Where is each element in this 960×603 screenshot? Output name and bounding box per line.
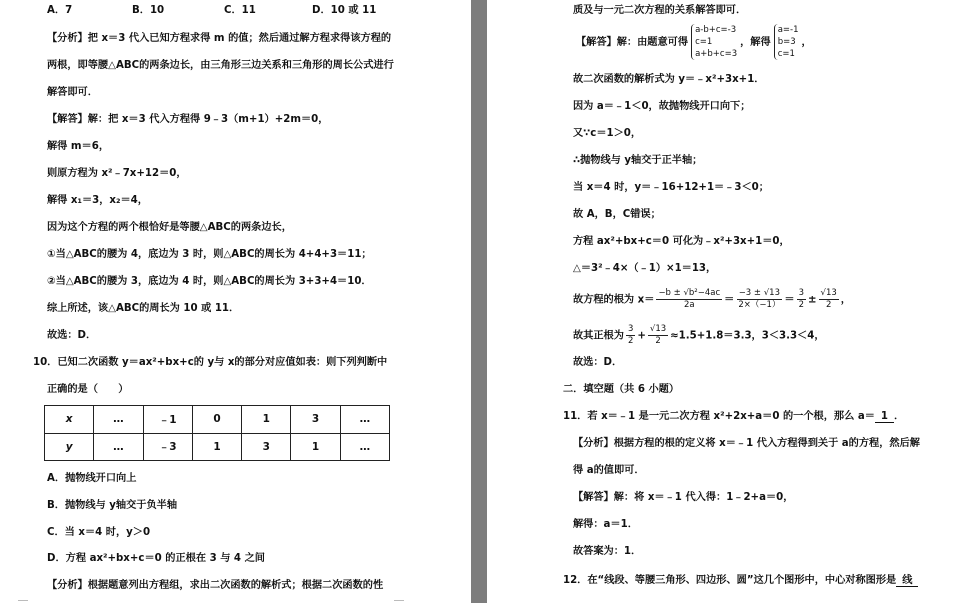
- question-10-option-a: A．抛物线开口向上: [47, 473, 137, 484]
- question-text: 11．若 x＝﹣1 是一元二次方程 x²+2x+a＝0 的一个根，那么 a＝: [563, 411, 875, 422]
- question-text: 12．在“线段、等腰三角形、四边形、圆”这几个图形中，中心对称图形是: [563, 575, 897, 586]
- section-heading: 二．填空题（共 6 小题）: [563, 384, 680, 395]
- fraction: [736, 288, 782, 311]
- value-table: [44, 405, 390, 461]
- solution-line: 解得 m＝6，: [47, 141, 110, 152]
- solution-line: 解得 x₁＝3，x₂＝4，: [47, 195, 148, 206]
- page-gap: [471, 0, 487, 603]
- solution-line: 故 A，B，C错误；: [573, 209, 661, 220]
- positive-root-line: 故其正根为 $\frac{3}{2}$ + $\frac{√13}{2}$ ≈1.5+1.8＝3.3，3＜3.3＜4，: [573, 324, 825, 346]
- table-cell: y: [45, 433, 94, 461]
- numerator: 3: [627, 324, 634, 334]
- solution-line: [576, 24, 812, 60]
- denominator: 2×（−1）: [738, 300, 781, 310]
- option-c: C．11: [224, 5, 256, 16]
- analysis-line: 【分析】根据题意列出方程组，求出二次函数的解析式；根据二次函数的性: [47, 580, 384, 591]
- numerator: √13: [820, 288, 837, 298]
- table-cell: …: [94, 433, 143, 461]
- question-text: ．: [894, 411, 905, 422]
- table-row: [45, 433, 390, 461]
- table-cell: 1: [291, 433, 340, 461]
- denominator: 2: [825, 300, 832, 310]
- fraction: [656, 288, 722, 311]
- table-cell: 3: [242, 433, 291, 461]
- solution-text: 故方程的根为 x＝: [573, 294, 655, 306]
- equation: a=-1: [777, 25, 799, 35]
- solution-text: ≈1.5+1.8＝3.3，3＜3.3＜4，: [670, 330, 825, 342]
- solution-line: 【解答】解：将 x＝﹣1 代入得：1﹣2+a＝0，: [573, 492, 794, 503]
- solution-text: ，解得: [740, 37, 771, 48]
- fraction: [819, 288, 839, 311]
- question-10-option-d: D．方程 ax²+bx+c＝0 的正根在 3 与 4 之间: [47, 553, 265, 564]
- solution-line: 因为 a＝﹣1＜0，故抛物线开口向下；: [573, 101, 751, 112]
- denominator: 2: [655, 336, 661, 346]
- solution-line: ∴抛物线与 y轴交于正半轴；: [573, 155, 703, 166]
- equation-system: [774, 24, 799, 60]
- numerator: −3 ± √13: [738, 288, 780, 298]
- denominator: 2: [798, 300, 804, 310]
- document-page-right: [487, 0, 960, 603]
- answer-blank: 线: [896, 575, 918, 587]
- option-b: B．10: [132, 5, 165, 16]
- equation: a+b+c=3: [695, 49, 738, 59]
- numerator: −b ± √b²−4ac: [658, 288, 721, 298]
- table-cell: ﹣3: [143, 433, 192, 461]
- option-d: D．10 或 11: [312, 5, 377, 16]
- solution-text: 故其正根为: [573, 330, 624, 342]
- table-cell: …: [340, 433, 389, 461]
- table-cell: …: [94, 406, 143, 434]
- solution-text: 【解答】解：由题意可得: [576, 37, 689, 48]
- solution-line: 方程 ax²+bx+c＝0 可化为﹣x²+3x+1＝0，: [573, 236, 790, 247]
- solution-line: 当 x＝4 时，y＝﹣16+12+1＝﹣3＜0；: [573, 182, 769, 193]
- question-11-stem: [563, 410, 904, 424]
- solution-line: 故选：D．: [47, 330, 97, 341]
- solution-line: 则原方程为 x²﹣7x+12＝0，: [47, 168, 187, 179]
- numerator: 3: [798, 288, 804, 298]
- solution-line: 因为这个方程的两个根恰好是等腰△ABC的两条边长，: [47, 222, 292, 233]
- question-12-stem: [563, 574, 918, 588]
- fraction: [797, 288, 806, 311]
- analysis-line: 得 a的值即可．: [573, 465, 645, 476]
- fraction: [648, 324, 668, 347]
- table-cell: 3: [291, 406, 340, 434]
- numerator: √13: [649, 324, 667, 334]
- question-10-stem: 10．已知二次函数 y＝ax²+bx+c的 y与 x的部分对应值如表：则下列判断中: [33, 357, 388, 368]
- solution-line: △＝3²﹣4×（﹣1）×1＝13，: [573, 263, 717, 274]
- solution-line: 【解答】解：把 x＝3 代入方程得 9﹣3（m+1）+2m＝0，: [47, 114, 329, 125]
- question-10-option-c: C．当 x＝4 时，y＞0: [47, 527, 151, 538]
- analysis-line: 两根，即等腰△ABC的两条边长，由三角形三边关系和三角形的周长公式进行: [47, 60, 394, 71]
- equation: c=1: [777, 49, 795, 59]
- question-10-stem: 正确的是（ ）: [47, 384, 129, 395]
- equation: a-b+c=-3: [695, 25, 737, 35]
- denominator: 2: [627, 336, 634, 346]
- page-corner-mark: [394, 600, 404, 601]
- solution-text: ，: [801, 37, 812, 48]
- analysis-line: 质及与一元二次方程的关系解答即可．: [573, 5, 747, 16]
- solution-line: 故二次函数的解析式为 y＝﹣x²+3x+1．: [573, 74, 765, 85]
- table-cell: 1: [242, 406, 291, 434]
- page-corner-mark: [18, 600, 28, 601]
- solution-line: 又∵c＝1＞0，: [573, 128, 642, 139]
- equation: b=3: [777, 37, 796, 47]
- solution-line: 故答案为：1．: [573, 546, 642, 557]
- analysis-line: 解答即可．: [47, 87, 98, 98]
- table-cell: ﹣1: [143, 406, 192, 434]
- analysis-line: 【分析】把 x＝3 代入已知方程求得 m 的值；然后通过解方程求得该方程的: [47, 33, 392, 44]
- analysis-line: 【分析】根据方程的根的定义将 x＝﹣1 代入方程得到关于 a的方程，然后解: [573, 438, 920, 449]
- denominator: 2a: [683, 300, 695, 310]
- table-cell: x: [45, 406, 94, 434]
- question-10-option-b: B．抛物线与 y轴交于负半轴: [47, 500, 178, 511]
- option-a: A．7: [47, 5, 73, 16]
- solution-line: ①当△ABC的腰为 4，底边为 3 时，则△ABC的周长为 4+4+3＝11；: [47, 249, 372, 260]
- document-page-left: [0, 0, 471, 603]
- fraction: [626, 324, 635, 347]
- table-cell: 0: [192, 406, 241, 434]
- table-cell: …: [340, 406, 389, 434]
- root-formula-line: 故方程的根为 x＝ $\frac{\text{−b ± √b²−4ac}}{2a}$ ＝ $\frac{-3 \pm √13}{2\times(-1)}$ ＝ $\frac{3}{2}$ ± $\frac{√13}{2}$ ，: [573, 288, 851, 310]
- equation: c=1: [695, 37, 713, 47]
- solution-line: 故选：D．: [573, 357, 623, 368]
- solution-line: 综上所述，该△ABC的周长为 10 或 11．: [47, 303, 240, 314]
- equation-system: [691, 24, 737, 60]
- solution-line: 解得：a＝1．: [573, 519, 638, 530]
- table-cell: 1: [192, 433, 241, 461]
- table-row: [45, 406, 390, 434]
- solution-line: ②当△ABC的腰为 3，底边为 4 时，则△ABC的周长为 3+3+4＝10．: [47, 276, 372, 287]
- answer-blank: 1: [875, 411, 894, 423]
